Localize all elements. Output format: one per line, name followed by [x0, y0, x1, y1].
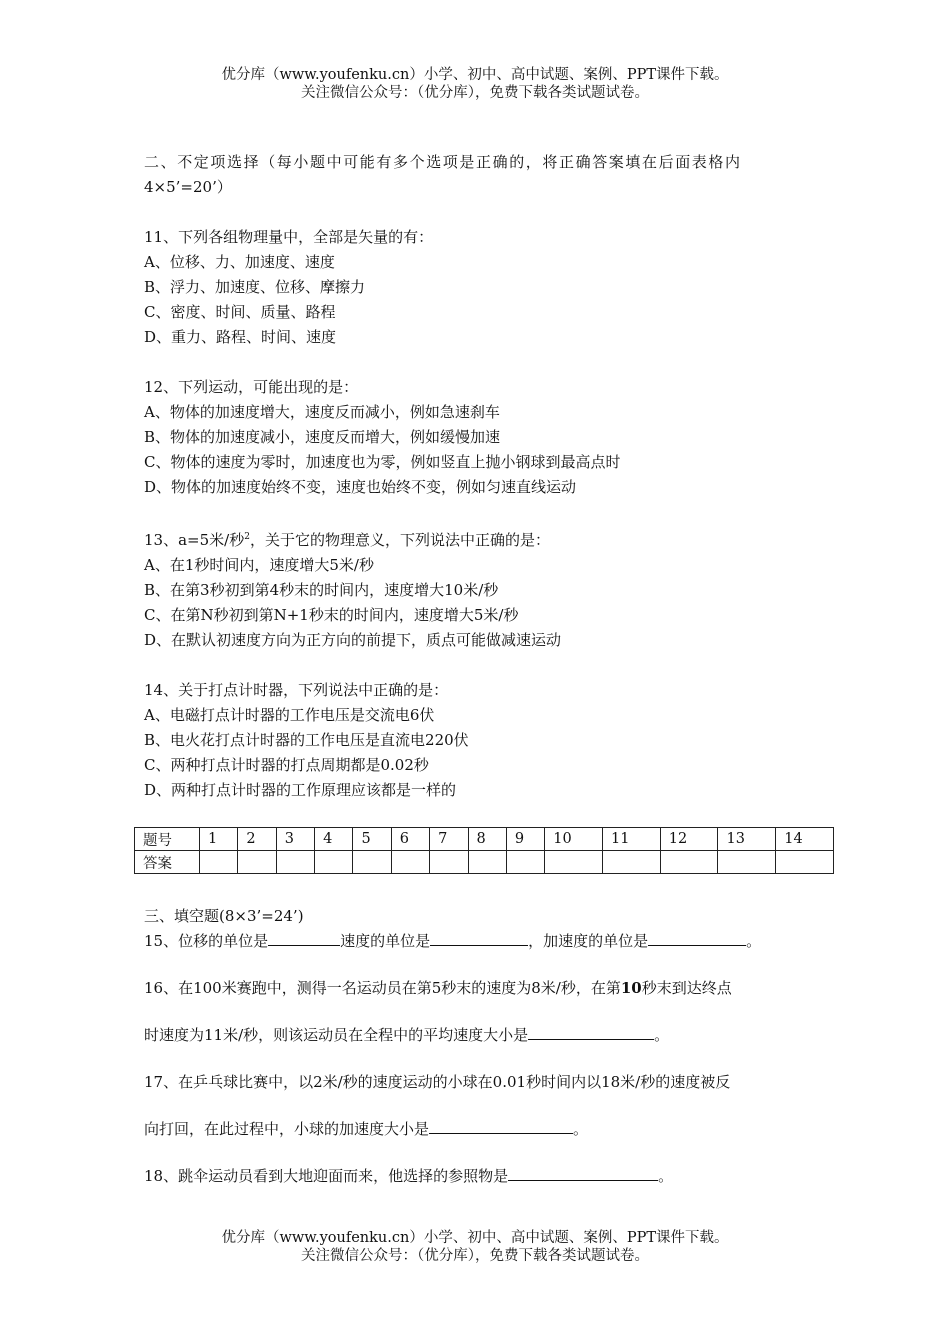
- table-cell-number: 10: [545, 828, 603, 851]
- page-footer: [0, 1229, 950, 1265]
- blank-displacement-unit[interactable]: [268, 929, 340, 946]
- q18-text-2: 。: [658, 1167, 674, 1185]
- option-c: C、密度、时间、质量、路程: [144, 303, 336, 321]
- question-15: [144, 929, 824, 954]
- question-title-prefix: 13、a=5米/秒: [144, 531, 245, 549]
- option-a: A、在1秒时间内，速度增大5米/秒: [144, 556, 374, 574]
- option-c: C、两种打点计时器的打点周期都是0.02秒: [144, 756, 429, 774]
- blank-average-speed[interactable]: [528, 1023, 654, 1040]
- q15-text-4: 。: [746, 932, 762, 950]
- blank-velocity-unit[interactable]: [430, 929, 528, 946]
- blank-acceleration-unit[interactable]: [648, 929, 746, 946]
- option-d: D、在默认初速度方向为正方向的前提下，质点可能做减速运动: [144, 631, 562, 649]
- table-row-answers: [135, 851, 834, 874]
- footer-line-2: 关注微信公众号：（优分库），免费下载各类试题试卷。: [301, 1248, 649, 1264]
- table-cell-number: 7: [430, 828, 468, 851]
- table-cell-number: 14: [776, 828, 834, 851]
- question-title-suffix: ，关于它的物理意义，下列说法中正确的是：: [249, 531, 550, 549]
- q16-text-3: 时速度为11米/秒，则该运动员在全程中的平均速度大小是: [144, 1026, 529, 1044]
- option-b: B、物体的加速度减小，速度反而增大，例如缓慢加速: [144, 428, 501, 446]
- question-16: [144, 976, 824, 1048]
- q18-text-1: 18、跳伞运动员看到大地迎面而来，他选择的参照物是: [144, 1167, 509, 1185]
- option-d: D、两种打点计时器的工作原理应该都是一样的: [144, 781, 457, 799]
- section-2-title-line-2: 4×5’=20’）: [144, 178, 232, 196]
- header-line-1: 优分库（www.youfenku.cn）小学、初中、高中试题、案例、PPT课件下载。: [221, 67, 729, 83]
- table-cell-number: 5: [353, 828, 391, 851]
- question-13: [144, 525, 824, 653]
- question-17: [144, 1070, 824, 1142]
- section-3-title: 三、填空题(8×3’=24’): [144, 907, 304, 925]
- q15-text-2: 速度的单位是: [340, 932, 431, 950]
- table-cell-number: 2: [238, 828, 276, 851]
- answer-cell[interactable]: [776, 851, 834, 874]
- answer-cell[interactable]: [353, 851, 391, 874]
- option-d: D、物体的加速度始终不变，速度也始终不变，例如匀速直线运动: [144, 478, 577, 496]
- answer-cell[interactable]: [545, 851, 603, 874]
- option-a: A、位移、力、加速度、速度: [144, 253, 335, 271]
- q16-text-4: 。: [654, 1026, 670, 1044]
- answer-cell[interactable]: [660, 851, 718, 874]
- question-title: 11、下列各组物理量中，全部是矢量的有：: [144, 228, 434, 246]
- table-cell-number: 12: [660, 828, 718, 851]
- header-line-2: 关注微信公众号：（优分库），免费下载各类试题试卷。: [301, 85, 649, 101]
- answer-cell[interactable]: [276, 851, 314, 874]
- question-title: 14、关于打点计时器，下列说法中正确的是：: [144, 681, 449, 699]
- option-c: C、在第N秒初到第N+1秒末的时间内，速度增大5米/秒: [144, 606, 519, 624]
- q17-text-3: 。: [573, 1120, 589, 1138]
- table-label-answer: 答案: [135, 851, 200, 874]
- question-18: [144, 1164, 824, 1189]
- table-row-numbers: [135, 828, 834, 851]
- question-11: [144, 225, 824, 350]
- table-cell-number: 11: [602, 828, 660, 851]
- question-12: [144, 375, 824, 500]
- option-d: D、重力、路程、时间、速度: [144, 328, 337, 346]
- section-2-title-line-1: 二、不定项选择（每小题中可能有多个选项是正确的，将正确答案填在后面表格内: [144, 153, 742, 171]
- page-header: [0, 66, 950, 102]
- q15-text-3: ，加速度的单位是: [528, 932, 649, 950]
- q17-text-1: 17、在乒乓球比赛中，以2米/秒的速度运动的小球在0.01秒时间内以18米/秒的速度被反: [144, 1073, 731, 1091]
- q16-text-2: 秒末到达终点: [641, 979, 732, 997]
- document-body: [144, 150, 824, 1189]
- table-cell-number: 3: [276, 828, 314, 851]
- option-b: B、在第3秒初到第4秒末的时间内，速度增大10米/秒: [144, 581, 499, 599]
- exponent: 2: [244, 532, 250, 542]
- option-a: A、电磁打点计时器的工作电压是交流电6伏: [144, 706, 435, 724]
- table-cell-number: 8: [468, 828, 506, 851]
- answer-cell[interactable]: [391, 851, 429, 874]
- answer-cell[interactable]: [602, 851, 660, 874]
- answer-table: [134, 827, 834, 874]
- answer-cell[interactable]: [718, 851, 776, 874]
- table-cell-number: 6: [391, 828, 429, 851]
- blank-acceleration[interactable]: [429, 1117, 573, 1134]
- question-title: 12、下列运动，可能出现的是：: [144, 378, 359, 396]
- question-14: [144, 678, 824, 803]
- q16-bold-number: 10: [620, 979, 642, 997]
- answer-cell[interactable]: [238, 851, 276, 874]
- option-a: A、物体的加速度增大，速度反而减小，例如急速刹车: [144, 403, 500, 421]
- option-c: C、物体的速度为零时，加速度也为零，例如竖直上抛小钢球到最高点时: [144, 453, 621, 471]
- question-title: [144, 525, 824, 553]
- footer-line-1: 优分库（www.youfenku.cn）小学、初中、高中试题、案例、PPT课件下载。: [221, 1230, 729, 1246]
- answer-cell[interactable]: [506, 851, 544, 874]
- q16-text-1: 16、在100米赛跑中，测得一名运动员在第5秒末的速度为8米/秒，在第: [144, 979, 621, 997]
- table-cell-number: 9: [506, 828, 544, 851]
- q17-text-2: 向打回，在此过程中，小球的加速度大小是: [144, 1120, 430, 1138]
- table-cell-number: 4: [315, 828, 353, 851]
- option-b: B、浮力、加速度、位移、摩擦力: [144, 278, 366, 296]
- option-b: B、电火花打点计时器的工作电压是直流电220伏: [144, 731, 469, 749]
- answer-cell[interactable]: [315, 851, 353, 874]
- table-cell-number: 13: [718, 828, 776, 851]
- answer-cell[interactable]: [468, 851, 506, 874]
- answer-cell[interactable]: [200, 851, 238, 874]
- answer-cell[interactable]: [430, 851, 468, 874]
- table-cell-number: 1: [200, 828, 238, 851]
- q15-text-1: 15、位移的单位是: [144, 932, 269, 950]
- blank-reference-frame[interactable]: [508, 1164, 658, 1181]
- table-label-number: 题号: [135, 828, 200, 851]
